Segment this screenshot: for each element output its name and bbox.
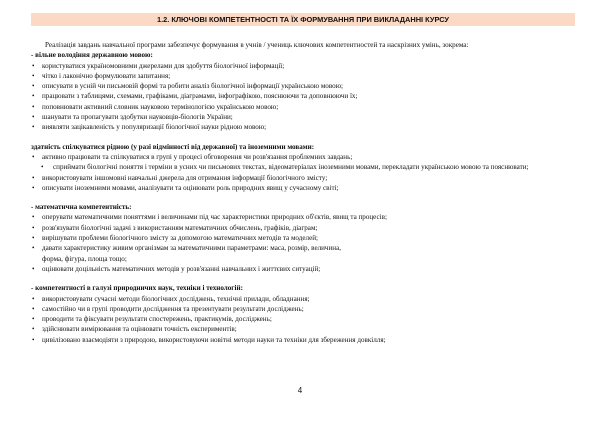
list-item: • описувати в усній чи письмовій формі та робити аналіз біологічної інформації українською мовою; (31, 81, 579, 91)
list-item: • використовувати іншомовні навчальні джерела для отримання інформації біологічного змісту; (31, 173, 579, 183)
section-foreign-languages (31, 142, 579, 193)
list-item: • проводити та фіксувати результати спостережень, практикумів, досліджень; (31, 314, 579, 324)
bullet-list (31, 294, 579, 345)
list-item: • давати характеристику живим організмам за математичними параметрами: маса, розмір, величина, форма, фігура, площа тощо; (31, 243, 342, 264)
list-item: • здійснювати вимірювання та оцінювати точність експериментів; (31, 324, 579, 334)
list-item: • оцінювати доцільність математичних методів у розв'язанні навчальних і життєвих ситуацій; (31, 264, 579, 274)
list-item: • чітко і лаконічно формулювати запитання; (31, 71, 579, 81)
section-math (31, 202, 579, 274)
list-item: • самостійно чи в групі проводити дослідження та презентувати результати досліджень; (31, 304, 579, 314)
section-state-language (31, 50, 579, 132)
section-title: - математична компетентність: (31, 203, 132, 212)
section-heading: 1.2. КЛЮЧОВІ КОМПЕТЕНТНОСТІ ТА ЇХ ФОРМУВАННЯ ПРИ ВИКЛАДАННІ КУРСУ (31, 13, 575, 26)
section-natural-sciences (31, 283, 579, 345)
list-item: • активно працювати та спілкуватися в групі у процесі обговорення чи розв'язання проблемних завдань; (31, 152, 579, 162)
content-body (31, 40, 579, 345)
page-number: 4 (297, 386, 303, 395)
list-item: • описувати іноземними мовами, аналізувати та оцінювати роль природних явищ у сучасному світі; (31, 183, 579, 193)
list-item: • шанувати та пропагувати здобутки науковців-біологів України; (31, 112, 579, 122)
list-item: • розв'язувати біологічні задачі з використанням математичних обчислень, графіків, діаграм; (31, 223, 579, 233)
bullet-list (31, 212, 579, 274)
list-item: • цивілізовано взаємодіяти з природою, використовуючи новітні методи науки та техніки для збереження довкілля; (31, 335, 579, 345)
section-title: здатність спілкуватися рідною (у разі відмінності від державної) та іноземними мовами: (31, 142, 315, 151)
list-item: • використовувати сучасні методи біологічних досліджень, технічні прилади, обладнання; (31, 294, 579, 304)
list-item: • оперувати математичними поняттями і величинами під час характеристики природних об'єктів, явищ та процесів; (31, 212, 579, 222)
list-item: • виявляти зацікавленість у популяризації біологічної науки рідною мовою; (31, 122, 579, 132)
section-title: - компетентності в галузі природничих наук, техніки і технологій: (31, 284, 243, 293)
bullet-list (31, 152, 579, 193)
list-item: • сприймати біологічні поняття і терміни в усних чи письмових текстах, відеоматеріалах іноземними мовами, перекладати українською мовою та пояснювати; (31, 162, 579, 172)
section-title: - вільне володіння державною мовою: (31, 51, 153, 60)
list-item: • користуватися україномовними джерелами для здобуття біологічної інформації; (31, 61, 579, 71)
list-item: • вирішувати проблеми біологічного змісту за допомогою математичних методів та моделей; (31, 233, 579, 243)
list-item: • поповнювати активний словник науковою термінологією українською мовою; (31, 102, 579, 112)
intro-paragraph: Реалізація завдань навчальної програми забезпечує формування в учнів / учениць ключових компетентностей та наскрізних умінь, зокрема: (45, 41, 469, 49)
bullet-list (31, 61, 579, 133)
list-item: • працювати з таблицями, схемами, графіками, діаграмами, інфографікою, пояснюючи та доповнюючи їх; (31, 91, 579, 101)
